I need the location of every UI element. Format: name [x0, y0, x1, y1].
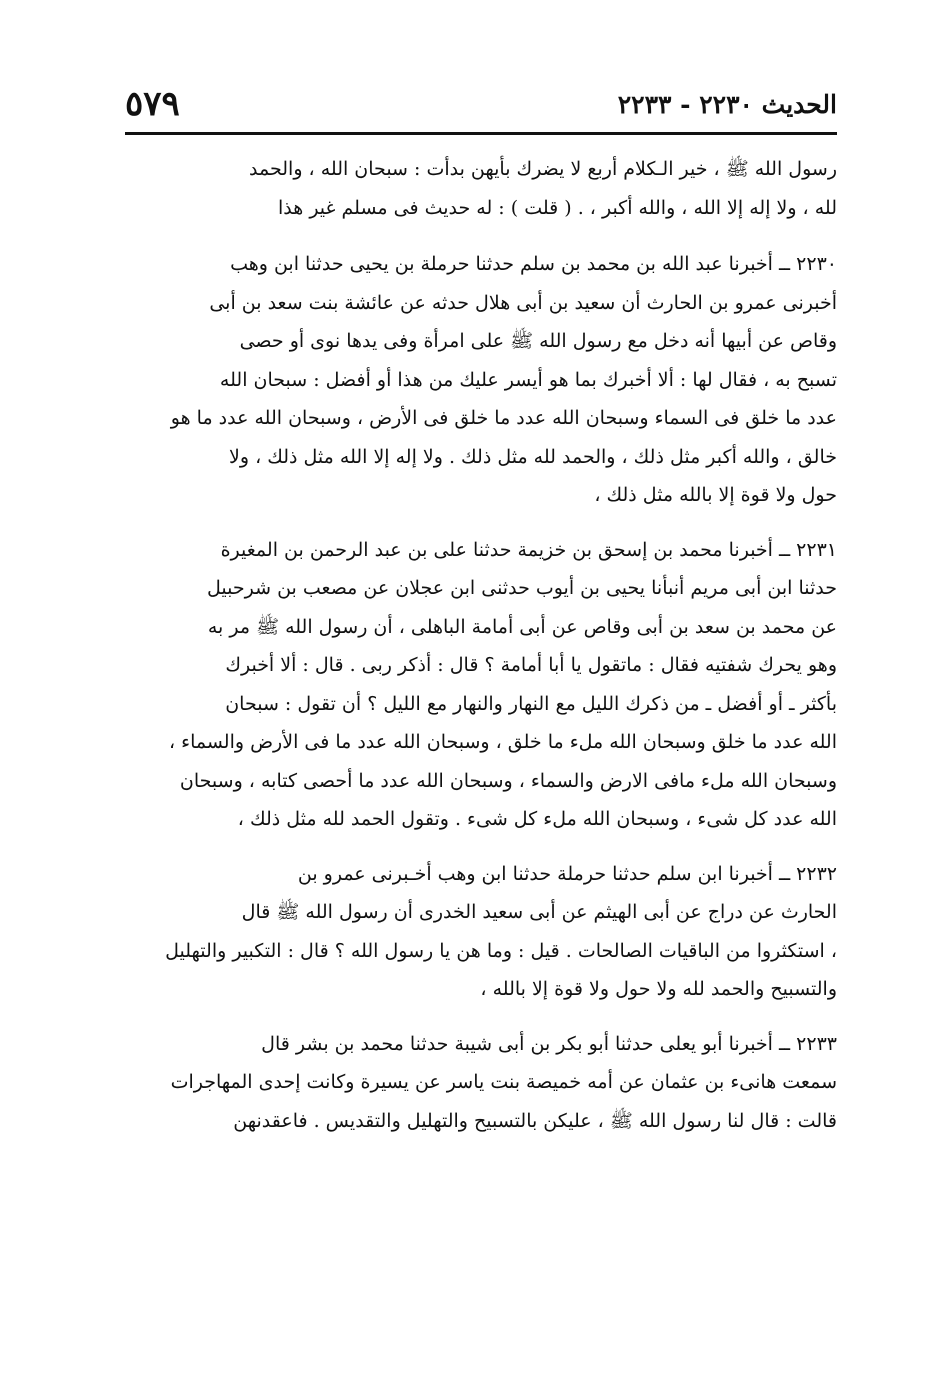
hadith-2231 [125, 531, 837, 839]
text-line: قالت : قال لنا رسول الله ﷺ ، عليكن بالتسبيح والتهليل والتقديس . فاعقدنهن [233, 1109, 837, 1132]
text-line: ، استكثروا من الباقيات الصالحات . قيل : وما هن يا رسول الله ؟ قال : التكبير والتهليل [165, 939, 837, 962]
header-rule [125, 132, 837, 135]
text-line: بأكثر ـ أو أفضل ـ من ذكرك الليل مع النهار والنهار مع الليل ؟ أن تقول : سبحان [225, 692, 837, 715]
text-line: أخبرنى عمرو بن الحارث أن سعيد بن أبى هلال حدثه عن عائشة بنت سعد بن أبى [209, 291, 837, 314]
text-line: الله عدد كل شىء ، وسبحان الله ملء كل شىء . وتقول الحمد لله مثل ذلك ، [237, 808, 837, 830]
body-text [125, 150, 837, 1156]
page-number: ٥٧٩ [125, 84, 180, 124]
running-title: الحديث ٢٢٣٠ - ٢٢٣٣ [617, 90, 837, 119]
text-line: ٢٢٣٢ ــ أخبرنا ابن سلم حدثنا حرملة حدثنا ابن وهب أخـبرنى عمرو بن [297, 862, 837, 885]
text-line: وهو يحرك شفتيه فقال : ماتقول يا أبا أمامة ؟ قال : أذكر ربى . قال : ألا أخبرك [225, 654, 837, 676]
text-line: والتسبيح والحمد لله ولا حول ولا قوة إلا بالله ، [480, 978, 837, 1000]
text-line: الحارث عن دراج عن أبى الهيثم عن أبى سعيد الخدرى أن رسول الله ﷺ قال [241, 901, 837, 923]
hadith-2232 [125, 855, 837, 1009]
text-line: ٢٢٣٠ ــ أخبرنا عبد الله بن محمد بن سلم حدثنا حرملة بن يحيى حدثنا ابن وهب [230, 253, 837, 275]
page-header [125, 86, 837, 130]
text-line: رسول الله ﷺ ، خير الـكلام أربع لا يضرك بأيهن بدأت : سبحان الله ، والحمد [249, 158, 837, 180]
text-line: وقاص عن أبيها أنه دخل مع رسول الله ﷺ على امرأة وفى يدها نوى أو حصى [239, 330, 837, 352]
text-line: عن محمد بن سعد بن أبى وقاص عن أبى أمامة الباهلى ، أن رسول الله ﷺ مر به [207, 615, 837, 638]
text-line: عدد ما خلق فى السماء وسبحان الله عدد ما خلق فى الأرض ، وسبحان الله عدد ما هو [170, 407, 837, 429]
hadith-2230 [125, 245, 837, 515]
text-line: حول ولا قوة إلا بالله مثل ذلك ، [594, 484, 837, 506]
text-line: تسبح به ، فقال لها : ألا أخبرك بما هو أيسر عليك من هذا أو أفضل : سبحان الله [219, 368, 837, 391]
text-line: سمعت هانىء بن عثمان عن أمه خميصة بنت ياسر عن يسيرة وكانت إحدى المهاجرات [170, 1071, 837, 1093]
text-line: ٢٢٣١ ــ أخبرنا محمد بن إسحق بن خزيمة حدثنا على بن عبد الرحمن بن المغيرة [220, 538, 837, 561]
hadith-2233 [125, 1025, 837, 1141]
text-line: لله ، ولا إله إلا الله ، والله أكبر ، . ( قلت ) : له حديث فى مسلم غير هذا [278, 196, 837, 219]
text-line: الله عدد ما خلق وسبحان الله ملء ما خلق ، وسبحان الله عدد ما فى الأرض والسماء ، [168, 731, 837, 753]
text-line: ٢٢٣٣ ــ أخبرنا أبو يعلى حدثنا أبو بكر بن أبى شيبة حدثنا محمد بن بشر قال [261, 1032, 837, 1055]
text-line: خالق ، والله أكبر مثل ذلك ، والحمد لله مثل ذلك . ولا إله إلا الله مثل ذلك ، ولا [229, 445, 837, 468]
text-line: وسبحان الله ملء مافى الارض والسماء ، وسبحان الله عدد ما أحصى كتابه ، وسبحان [179, 769, 837, 792]
text-line: حدثنا ابن أبى مريم أنبأنا يحيى بن أيوب حدثنى ابن عجلان عن مصعب بن شرحبيل [207, 577, 837, 599]
paragraph-continuation [125, 150, 837, 227]
